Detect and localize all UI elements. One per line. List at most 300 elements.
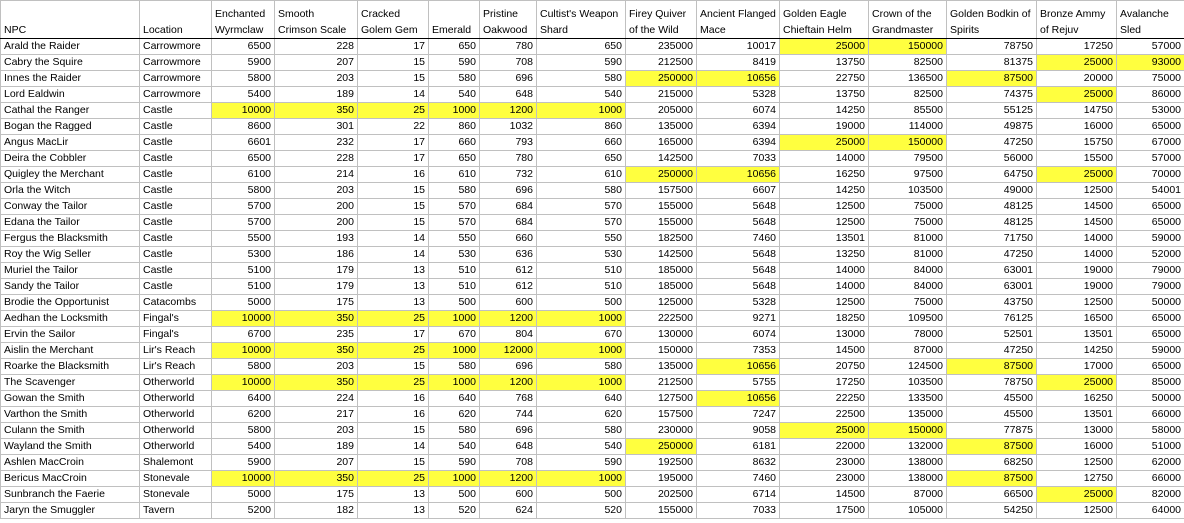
price-cell[interactable]: 49875	[947, 119, 1037, 135]
column-header[interactable]: Crown of the Grandmaster	[869, 1, 947, 39]
price-cell[interactable]: 58000	[1117, 423, 1184, 439]
npc-cell[interactable]: Angus MacLir	[1, 135, 140, 151]
location-cell[interactable]: Otherworld	[140, 375, 212, 391]
price-cell[interactable]: 14	[358, 87, 429, 103]
price-cell[interactable]: 54250	[947, 503, 1037, 519]
price-cell[interactable]: 15500	[1037, 151, 1117, 167]
npc-cell[interactable]: Deira the Cobbler	[1, 151, 140, 167]
price-cell[interactable]: 182	[275, 503, 358, 519]
npc-cell[interactable]: Bogan the Ragged	[1, 119, 140, 135]
price-cell[interactable]: 203	[275, 71, 358, 87]
price-cell[interactable]: 5800	[212, 71, 275, 87]
price-cell[interactable]: 138000	[869, 471, 947, 487]
price-cell[interactable]: 222500	[626, 311, 697, 327]
price-cell[interactable]: 103500	[869, 375, 947, 391]
column-header[interactable]: Pristine Oakwood	[480, 1, 537, 39]
price-cell[interactable]: 71750	[947, 231, 1037, 247]
price-cell[interactable]: 189	[275, 87, 358, 103]
price-cell[interactable]: 228	[275, 39, 358, 55]
price-cell[interactable]: 510	[537, 279, 626, 295]
price-cell[interactable]: 540	[429, 87, 480, 103]
price-cell[interactable]: 14250	[780, 103, 869, 119]
column-header[interactable]: Location	[140, 1, 212, 39]
price-cell[interactable]: 12500	[780, 295, 869, 311]
price-cell[interactable]: 22750	[780, 71, 869, 87]
price-cell[interactable]: 5000	[212, 487, 275, 503]
npc-cell[interactable]: Culann the Smith	[1, 423, 140, 439]
price-cell[interactable]: 620	[429, 407, 480, 423]
price-cell[interactable]: 23000	[780, 471, 869, 487]
price-cell[interactable]: 684	[480, 215, 537, 231]
column-header[interactable]: Ancient Flanged Mace	[697, 1, 780, 39]
price-cell[interactable]: 600	[480, 487, 537, 503]
price-cell[interactable]: 16000	[1037, 439, 1117, 455]
price-cell[interactable]: 87000	[869, 487, 947, 503]
price-cell[interactable]: 215000	[626, 87, 697, 103]
price-cell[interactable]: 793	[480, 135, 537, 151]
price-cell[interactable]: 205000	[626, 103, 697, 119]
price-cell[interactable]: 8632	[697, 455, 780, 471]
price-cell[interactable]: 76125	[947, 311, 1037, 327]
price-cell[interactable]: 207	[275, 55, 358, 71]
price-cell[interactable]: 142500	[626, 247, 697, 263]
npc-cell[interactable]: Brodie the Opportunist	[1, 295, 140, 311]
npc-cell[interactable]: Cathal the Ranger	[1, 103, 140, 119]
price-cell[interactable]: 1000	[537, 103, 626, 119]
location-cell[interactable]: Carrowmore	[140, 39, 212, 55]
price-cell[interactable]: 16	[358, 391, 429, 407]
price-cell[interactable]: 142500	[626, 151, 697, 167]
price-cell[interactable]: 14250	[780, 183, 869, 199]
location-cell[interactable]: Otherworld	[140, 439, 212, 455]
price-cell[interactable]: 5900	[212, 55, 275, 71]
price-cell[interactable]: 15750	[1037, 135, 1117, 151]
price-cell[interactable]: 570	[537, 215, 626, 231]
price-cell[interactable]: 660	[429, 135, 480, 151]
price-cell[interactable]: 22000	[780, 439, 869, 455]
price-cell[interactable]: 78000	[869, 327, 947, 343]
price-cell[interactable]: 97500	[869, 167, 947, 183]
npc-cell[interactable]: Aedhan the Locksmith	[1, 311, 140, 327]
price-cell[interactable]: 25	[358, 375, 429, 391]
location-cell[interactable]: Otherworld	[140, 391, 212, 407]
price-cell[interactable]: 6100	[212, 167, 275, 183]
price-cell[interactable]: 6700	[212, 327, 275, 343]
price-cell[interactable]: 25000	[1037, 55, 1117, 71]
price-cell[interactable]: 6607	[697, 183, 780, 199]
npc-cell[interactable]: Aislin the Merchant	[1, 343, 140, 359]
price-cell[interactable]: 136500	[869, 71, 947, 87]
price-cell[interactable]: 63001	[947, 279, 1037, 295]
price-cell[interactable]: 5900	[212, 455, 275, 471]
price-cell[interactable]: 186	[275, 247, 358, 263]
price-cell[interactable]: 235000	[626, 39, 697, 55]
price-cell[interactable]: 82500	[869, 87, 947, 103]
npc-cell[interactable]: Innes the Raider	[1, 71, 140, 87]
price-cell[interactable]: 52501	[947, 327, 1037, 343]
price-cell[interactable]: 6074	[697, 103, 780, 119]
price-cell[interactable]: 5400	[212, 87, 275, 103]
price-cell[interactable]: 15	[358, 55, 429, 71]
price-cell[interactable]: 5648	[697, 215, 780, 231]
price-cell[interactable]: 1200	[480, 375, 537, 391]
price-cell[interactable]: 20750	[780, 359, 869, 375]
price-cell[interactable]: 250000	[626, 439, 697, 455]
price-cell[interactable]: 696	[480, 423, 537, 439]
price-cell[interactable]: 708	[480, 455, 537, 471]
location-cell[interactable]: Lir's Reach	[140, 343, 212, 359]
price-cell[interactable]: 510	[537, 263, 626, 279]
price-cell[interactable]: 6074	[697, 327, 780, 343]
price-cell[interactable]: 13501	[1037, 407, 1117, 423]
location-cell[interactable]: Otherworld	[140, 407, 212, 423]
price-cell[interactable]: 82000	[1117, 487, 1184, 503]
price-cell[interactable]: 214	[275, 167, 358, 183]
price-cell[interactable]: 13	[358, 503, 429, 519]
price-cell[interactable]: 132000	[869, 439, 947, 455]
price-cell[interactable]: 25	[358, 311, 429, 327]
price-cell[interactable]: 5500	[212, 231, 275, 247]
price-cell[interactable]: 200	[275, 215, 358, 231]
npc-cell[interactable]: Gowan the Smith	[1, 391, 140, 407]
location-cell[interactable]: Shalemont	[140, 455, 212, 471]
price-cell[interactable]: 660	[480, 231, 537, 247]
price-cell[interactable]: 13750	[780, 87, 869, 103]
column-header[interactable]: Avalanche Sled	[1117, 1, 1184, 39]
npc-cell[interactable]: Bericus MacCroin	[1, 471, 140, 487]
price-cell[interactable]: 17250	[1037, 39, 1117, 55]
price-cell[interactable]: 744	[480, 407, 537, 423]
price-cell[interactable]: 14750	[1037, 103, 1117, 119]
price-cell[interactable]: 540	[429, 439, 480, 455]
price-cell[interactable]: 10017	[697, 39, 780, 55]
column-header[interactable]: Golden Eagle Chieftain Helm	[780, 1, 869, 39]
price-cell[interactable]: 590	[429, 455, 480, 471]
price-cell[interactable]: 5648	[697, 199, 780, 215]
price-cell[interactable]: 12000	[480, 343, 537, 359]
price-cell[interactable]: 13250	[780, 247, 869, 263]
price-cell[interactable]: 16500	[1037, 311, 1117, 327]
price-cell[interactable]: 23000	[780, 455, 869, 471]
price-cell[interactable]: 6500	[212, 39, 275, 55]
column-header[interactable]: Enchanted Wyrmclaw	[212, 1, 275, 39]
location-cell[interactable]: Catacombs	[140, 295, 212, 311]
price-cell[interactable]: 520	[429, 503, 480, 519]
price-cell[interactable]: 860	[429, 119, 480, 135]
price-cell[interactable]: 85500	[869, 103, 947, 119]
price-cell[interactable]: 5800	[212, 423, 275, 439]
price-cell[interactable]: 510	[429, 279, 480, 295]
price-cell[interactable]: 12500	[1037, 295, 1117, 311]
price-cell[interactable]: 10000	[212, 311, 275, 327]
price-cell[interactable]: 52000	[1117, 247, 1184, 263]
price-cell[interactable]: 530	[429, 247, 480, 263]
price-cell[interactable]: 530	[537, 247, 626, 263]
price-cell[interactable]: 165000	[626, 135, 697, 151]
price-cell[interactable]: 66000	[1117, 407, 1184, 423]
price-cell[interactable]: 580	[537, 423, 626, 439]
price-cell[interactable]: 13	[358, 263, 429, 279]
price-cell[interactable]: 87500	[947, 71, 1037, 87]
price-cell[interactable]: 6181	[697, 439, 780, 455]
price-cell[interactable]: 350	[275, 311, 358, 327]
price-cell[interactable]: 1000	[429, 375, 480, 391]
price-cell[interactable]: 10656	[697, 71, 780, 87]
price-cell[interactable]: 7353	[697, 343, 780, 359]
price-cell[interactable]: 45500	[947, 391, 1037, 407]
price-cell[interactable]: 14500	[1037, 199, 1117, 215]
price-cell[interactable]: 230000	[626, 423, 697, 439]
price-cell[interactable]: 17	[358, 151, 429, 167]
price-cell[interactable]: 65000	[1117, 215, 1184, 231]
price-cell[interactable]: 135000	[626, 119, 697, 135]
location-cell[interactable]: Castle	[140, 199, 212, 215]
price-cell[interactable]: 150000	[869, 39, 947, 55]
location-cell[interactable]: Castle	[140, 263, 212, 279]
price-cell[interactable]: 75000	[869, 199, 947, 215]
price-cell[interactable]: 17250	[780, 375, 869, 391]
price-cell[interactable]: 13750	[780, 55, 869, 71]
location-cell[interactable]: Stonevale	[140, 487, 212, 503]
npc-cell[interactable]: Muriel the Tailor	[1, 263, 140, 279]
price-cell[interactable]: 640	[429, 391, 480, 407]
column-header[interactable]: NPC	[1, 1, 140, 39]
price-cell[interactable]: 48125	[947, 199, 1037, 215]
price-cell[interactable]: 15	[358, 71, 429, 87]
price-cell[interactable]: 109500	[869, 311, 947, 327]
column-header[interactable]: Bronze Ammy of Rejuv	[1037, 1, 1117, 39]
price-cell[interactable]: 780	[480, 151, 537, 167]
price-cell[interactable]: 12500	[1037, 503, 1117, 519]
price-cell[interactable]: 17	[358, 39, 429, 55]
price-cell[interactable]: 185000	[626, 279, 697, 295]
price-cell[interactable]: 16250	[1037, 391, 1117, 407]
price-cell[interactable]: 570	[537, 199, 626, 215]
price-cell[interactable]: 696	[480, 71, 537, 87]
price-cell[interactable]: 175	[275, 487, 358, 503]
price-cell[interactable]: 350	[275, 375, 358, 391]
price-cell[interactable]: 17	[358, 327, 429, 343]
price-cell[interactable]: 79000	[1117, 263, 1184, 279]
location-cell[interactable]: Castle	[140, 183, 212, 199]
price-cell[interactable]: 65000	[1117, 311, 1184, 327]
npc-cell[interactable]: Sunbranch the Faerie	[1, 487, 140, 503]
price-cell[interactable]: 228	[275, 151, 358, 167]
price-cell[interactable]: 70000	[1117, 167, 1184, 183]
price-cell[interactable]: 25	[358, 343, 429, 359]
price-cell[interactable]: 550	[429, 231, 480, 247]
price-cell[interactable]: 9058	[697, 423, 780, 439]
price-cell[interactable]: 232	[275, 135, 358, 151]
price-cell[interactable]: 59000	[1117, 343, 1184, 359]
price-cell[interactable]: 192500	[626, 455, 697, 471]
price-cell[interactable]: 1000	[537, 375, 626, 391]
price-cell[interactable]: 7033	[697, 151, 780, 167]
npc-cell[interactable]: Fergus the Blacksmith	[1, 231, 140, 247]
price-cell[interactable]: 59000	[1117, 231, 1184, 247]
price-cell[interactable]: 53000	[1117, 103, 1184, 119]
price-cell[interactable]: 49000	[947, 183, 1037, 199]
price-cell[interactable]: 74375	[947, 87, 1037, 103]
price-cell[interactable]: 684	[480, 199, 537, 215]
price-cell[interactable]: 125000	[626, 295, 697, 311]
price-cell[interactable]: 6200	[212, 407, 275, 423]
price-cell[interactable]: 130000	[626, 327, 697, 343]
price-cell[interactable]: 5755	[697, 375, 780, 391]
price-cell[interactable]: 18250	[780, 311, 869, 327]
price-cell[interactable]: 87000	[869, 343, 947, 359]
price-cell[interactable]: 10000	[212, 103, 275, 119]
price-cell[interactable]: 15	[358, 183, 429, 199]
price-cell[interactable]: 1000	[429, 343, 480, 359]
price-cell[interactable]: 8419	[697, 55, 780, 71]
location-cell[interactable]: Stonevale	[140, 471, 212, 487]
price-cell[interactable]: 610	[429, 167, 480, 183]
price-cell[interactable]: 78750	[947, 39, 1037, 55]
location-cell[interactable]: Fingal's	[140, 327, 212, 343]
price-cell[interactable]: 650	[429, 151, 480, 167]
price-cell[interactable]: 65000	[1117, 327, 1184, 343]
price-cell[interactable]: 612	[480, 279, 537, 295]
price-cell[interactable]: 150000	[626, 343, 697, 359]
price-cell[interactable]: 17000	[1037, 359, 1117, 375]
price-cell[interactable]: 15	[358, 423, 429, 439]
price-cell[interactable]: 5328	[697, 87, 780, 103]
price-cell[interactable]: 50000	[1117, 391, 1184, 407]
price-cell[interactable]: 5648	[697, 279, 780, 295]
price-cell[interactable]: 63001	[947, 263, 1037, 279]
price-cell[interactable]: 590	[537, 455, 626, 471]
price-cell[interactable]: 66500	[947, 487, 1037, 503]
price-cell[interactable]: 16	[358, 167, 429, 183]
npc-cell[interactable]: Orla the Witch	[1, 183, 140, 199]
location-cell[interactable]: Castle	[140, 103, 212, 119]
location-cell[interactable]: Fingal's	[140, 311, 212, 327]
price-cell[interactable]: 84000	[869, 263, 947, 279]
price-cell[interactable]: 47250	[947, 135, 1037, 151]
location-cell[interactable]: Castle	[140, 279, 212, 295]
price-cell[interactable]: 15	[358, 359, 429, 375]
price-cell[interactable]: 55125	[947, 103, 1037, 119]
price-cell[interactable]: 624	[480, 503, 537, 519]
npc-cell[interactable]: Ervin the Sailor	[1, 327, 140, 343]
price-cell[interactable]: 610	[537, 167, 626, 183]
price-cell[interactable]: 13	[358, 487, 429, 503]
price-cell[interactable]: 10656	[697, 167, 780, 183]
price-cell[interactable]: 696	[480, 183, 537, 199]
price-cell[interactable]: 590	[429, 55, 480, 71]
price-cell[interactable]: 57000	[1117, 151, 1184, 167]
price-cell[interactable]: 157500	[626, 407, 697, 423]
npc-cell[interactable]: Roarke the Blacksmith	[1, 359, 140, 375]
price-cell[interactable]: 12500	[1037, 183, 1117, 199]
price-cell[interactable]: 5000	[212, 295, 275, 311]
price-cell[interactable]: 93000	[1117, 55, 1184, 71]
price-cell[interactable]: 660	[537, 135, 626, 151]
price-cell[interactable]: 85000	[1117, 375, 1184, 391]
price-cell[interactable]: 207	[275, 455, 358, 471]
price-cell[interactable]: 5400	[212, 439, 275, 455]
price-cell[interactable]: 25000	[780, 423, 869, 439]
price-cell[interactable]: 175	[275, 295, 358, 311]
price-cell[interactable]: 5800	[212, 183, 275, 199]
price-cell[interactable]: 75000	[1117, 71, 1184, 87]
price-cell[interactable]: 22500	[780, 407, 869, 423]
price-cell[interactable]: 540	[537, 439, 626, 455]
price-cell[interactable]: 87500	[947, 359, 1037, 375]
price-cell[interactable]: 7460	[697, 231, 780, 247]
price-cell[interactable]: 135000	[626, 359, 697, 375]
price-cell[interactable]: 580	[429, 183, 480, 199]
price-cell[interactable]: 5100	[212, 263, 275, 279]
price-cell[interactable]: 250000	[626, 167, 697, 183]
price-cell[interactable]: 14000	[1037, 231, 1117, 247]
price-cell[interactable]: 25000	[1037, 167, 1117, 183]
price-cell[interactable]: 6714	[697, 487, 780, 503]
npc-cell[interactable]: Edana the Tailor	[1, 215, 140, 231]
price-cell[interactable]: 45500	[947, 407, 1037, 423]
location-cell[interactable]: Otherworld	[140, 423, 212, 439]
price-cell[interactable]: 203	[275, 359, 358, 375]
price-cell[interactable]: 5328	[697, 295, 780, 311]
price-cell[interactable]: 10000	[212, 343, 275, 359]
price-cell[interactable]: 550	[537, 231, 626, 247]
price-cell[interactable]: 202500	[626, 487, 697, 503]
price-cell[interactable]: 25	[358, 471, 429, 487]
price-cell[interactable]: 155000	[626, 199, 697, 215]
price-cell[interactable]: 500	[537, 295, 626, 311]
price-cell[interactable]: 16000	[1037, 119, 1117, 135]
price-cell[interactable]: 14500	[1037, 215, 1117, 231]
location-cell[interactable]: Castle	[140, 119, 212, 135]
npc-cell[interactable]: Quigley the Merchant	[1, 167, 140, 183]
price-cell[interactable]: 54001	[1117, 183, 1184, 199]
price-cell[interactable]: 81000	[869, 247, 947, 263]
location-cell[interactable]: Castle	[140, 135, 212, 151]
price-cell[interactable]: 10656	[697, 359, 780, 375]
location-cell[interactable]: Castle	[140, 231, 212, 247]
price-cell[interactable]: 150000	[869, 135, 947, 151]
column-header[interactable]: Firey Quiver of the Wild	[626, 1, 697, 39]
column-header[interactable]: Smooth Crimson Scale	[275, 1, 358, 39]
price-cell[interactable]: 9271	[697, 311, 780, 327]
price-cell[interactable]: 235	[275, 327, 358, 343]
price-cell[interactable]: 500	[537, 487, 626, 503]
price-cell[interactable]: 13	[358, 279, 429, 295]
price-cell[interactable]: 13501	[1037, 327, 1117, 343]
price-cell[interactable]: 600	[480, 295, 537, 311]
price-cell[interactable]: 77875	[947, 423, 1037, 439]
price-cell[interactable]: 13000	[1037, 423, 1117, 439]
price-cell[interactable]: 179	[275, 279, 358, 295]
price-cell[interactable]: 64750	[947, 167, 1037, 183]
price-cell[interactable]: 75000	[869, 295, 947, 311]
price-cell[interactable]: 65000	[1117, 359, 1184, 375]
location-cell[interactable]: Castle	[140, 247, 212, 263]
price-cell[interactable]: 84000	[869, 279, 947, 295]
price-cell[interactable]: 580	[537, 359, 626, 375]
npc-cell[interactable]: Conway the Tailor	[1, 199, 140, 215]
price-cell[interactable]: 6500	[212, 151, 275, 167]
price-cell[interactable]: 636	[480, 247, 537, 263]
price-cell[interactable]: 47250	[947, 247, 1037, 263]
npc-cell[interactable]: Varthon the Smith	[1, 407, 140, 423]
price-cell[interactable]: 301	[275, 119, 358, 135]
price-cell[interactable]: 82500	[869, 55, 947, 71]
location-cell[interactable]: Carrowmore	[140, 55, 212, 71]
price-cell[interactable]: 79500	[869, 151, 947, 167]
price-cell[interactable]: 155000	[626, 503, 697, 519]
